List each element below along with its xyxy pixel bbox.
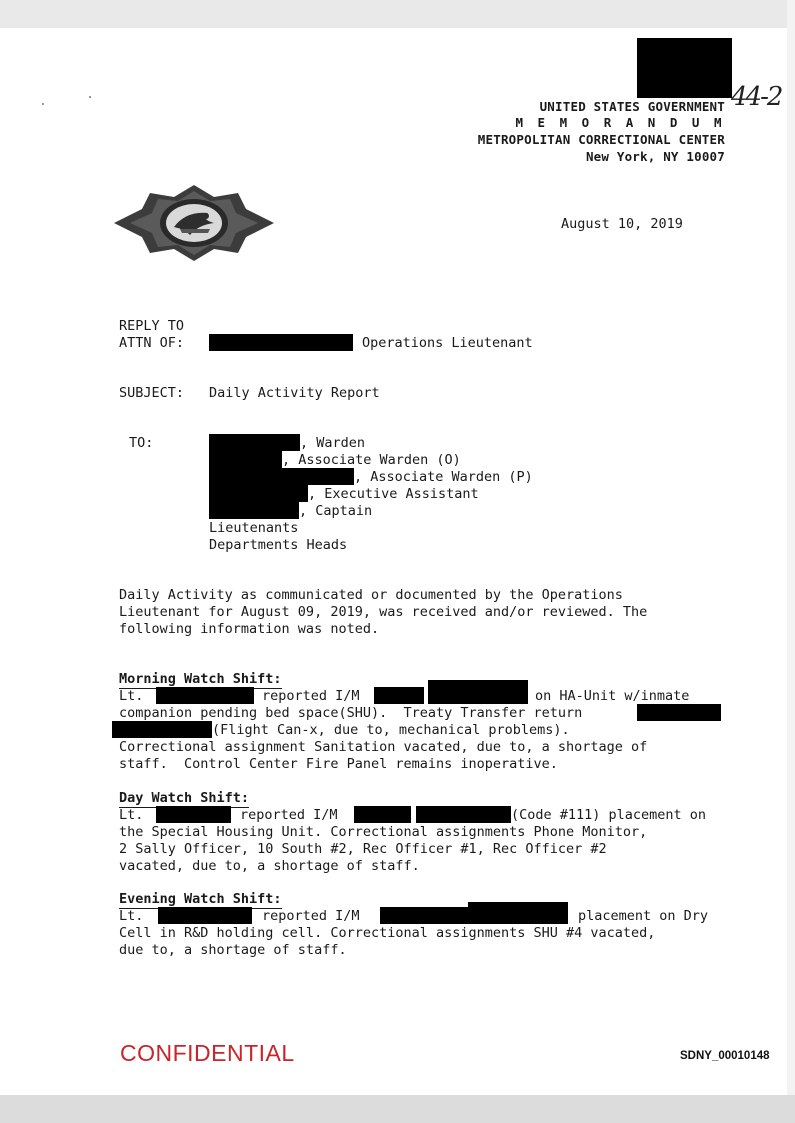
evening-line: due to, a shortage of staff.	[119, 942, 347, 958]
redaction-box	[209, 334, 353, 351]
redaction-box	[468, 902, 568, 924]
day-line: vacated, due to, a shortage of staff.	[119, 858, 420, 874]
redaction-box	[112, 721, 212, 738]
memo-date: August 10, 2019	[561, 216, 683, 232]
redaction-box	[380, 907, 468, 924]
evening-placement: placement on Dry	[578, 908, 709, 924]
morning-watch-heading: Morning Watch Shift:	[119, 671, 282, 687]
morning-reported: reported I/M	[262, 688, 360, 704]
to-label: TO:	[129, 435, 154, 451]
handwritten-mark: 44-2	[731, 82, 782, 112]
morning-line: Correctional assignment Sanitation vacated, due to, a shortage of	[119, 739, 648, 755]
redaction-box	[156, 806, 231, 823]
header-facility: METROPOLITAN CORRECTIONAL CENTER	[477, 132, 725, 147]
redaction-box	[209, 485, 308, 502]
redaction-box	[158, 907, 252, 924]
recipient-warden: , Warden	[300, 435, 366, 451]
scan-speck	[42, 103, 44, 105]
redaction-box	[428, 680, 528, 704]
recipient-associate-warden-p: , Associate Warden (P)	[354, 469, 533, 485]
intro-line: Lieutenant for August 09, 2019, was received and/or reviewed. The	[119, 604, 648, 620]
scan-border-bottom	[0, 1095, 795, 1123]
day-reported: reported I/M	[240, 807, 338, 823]
recipient-lieutenants: Lieutenants	[209, 520, 299, 536]
header-government: UNITED STATES GOVERNMENT	[539, 99, 725, 114]
header-memorandum: M E M O R A N D U M	[515, 115, 725, 130]
reply-to-label: REPLY TO	[119, 318, 185, 334]
evening-line: Cell in R&D holding cell. Correctional assignments SHU #4 vacated,	[119, 925, 656, 941]
redaction-box	[354, 806, 411, 823]
subject-label: SUBJECT:	[119, 385, 185, 401]
morning-line: (Flight Can-x, due to, mechanical problems).	[212, 722, 570, 738]
evening-watch-heading: Evening Watch Shift:	[119, 891, 282, 907]
day-line: 2 Sally Officer, 10 South #2, Rec Officer #1, Rec Officer #2	[119, 841, 607, 857]
redaction-box	[209, 451, 282, 468]
redaction-box	[416, 806, 511, 823]
evening-reported: reported I/M	[262, 908, 360, 924]
recipient-associate-warden-o: , Associate Warden (O)	[282, 452, 461, 468]
redaction-box	[209, 434, 300, 451]
recipient-captain: , Captain	[299, 503, 373, 519]
morning-lt: Lt.	[119, 688, 144, 704]
intro-line: following information was noted.	[119, 621, 380, 637]
day-watch-heading: Day Watch Shift:	[119, 790, 250, 806]
redaction-box	[637, 38, 732, 98]
recipient-department-heads: Departments Heads	[209, 537, 348, 553]
recipient-executive-assistant: , Executive Assistant	[308, 486, 479, 502]
scan-speck	[89, 96, 91, 98]
department-of-justice-seal-icon	[110, 183, 278, 263]
scan-border-top	[0, 0, 795, 28]
evening-lt: Lt.	[119, 908, 144, 924]
redaction-box	[374, 687, 424, 704]
day-line: the Special Housing Unit. Correctional assignments Phone Monitor,	[119, 824, 648, 840]
confidential-stamp: CONFIDENTIAL	[120, 1040, 295, 1066]
redaction-box	[209, 502, 299, 519]
morning-line: staff. Control Center Fire Panel remains inoperative.	[119, 756, 558, 772]
redaction-box	[637, 704, 721, 721]
bates-number: SDNY_00010148	[680, 1050, 770, 1062]
scan-border-right	[787, 0, 795, 1123]
reply-to-title: Operations Lieutenant	[362, 335, 533, 351]
redaction-box	[156, 687, 254, 704]
subject-value: Daily Activity Report	[209, 385, 380, 401]
morning-location: on HA-Unit w/inmate	[535, 688, 690, 704]
header-address: New York, NY 10007	[585, 149, 725, 164]
attn-of-label: ATTN OF:	[119, 335, 185, 351]
day-lt: Lt.	[119, 807, 144, 823]
intro-line: Daily Activity as communicated or documented by the Operations	[119, 587, 623, 603]
day-code: (Code #111) placement on	[511, 807, 707, 823]
morning-line: companion pending bed space(SHU). Treaty Transfer return	[119, 705, 583, 721]
redaction-box	[209, 468, 354, 485]
